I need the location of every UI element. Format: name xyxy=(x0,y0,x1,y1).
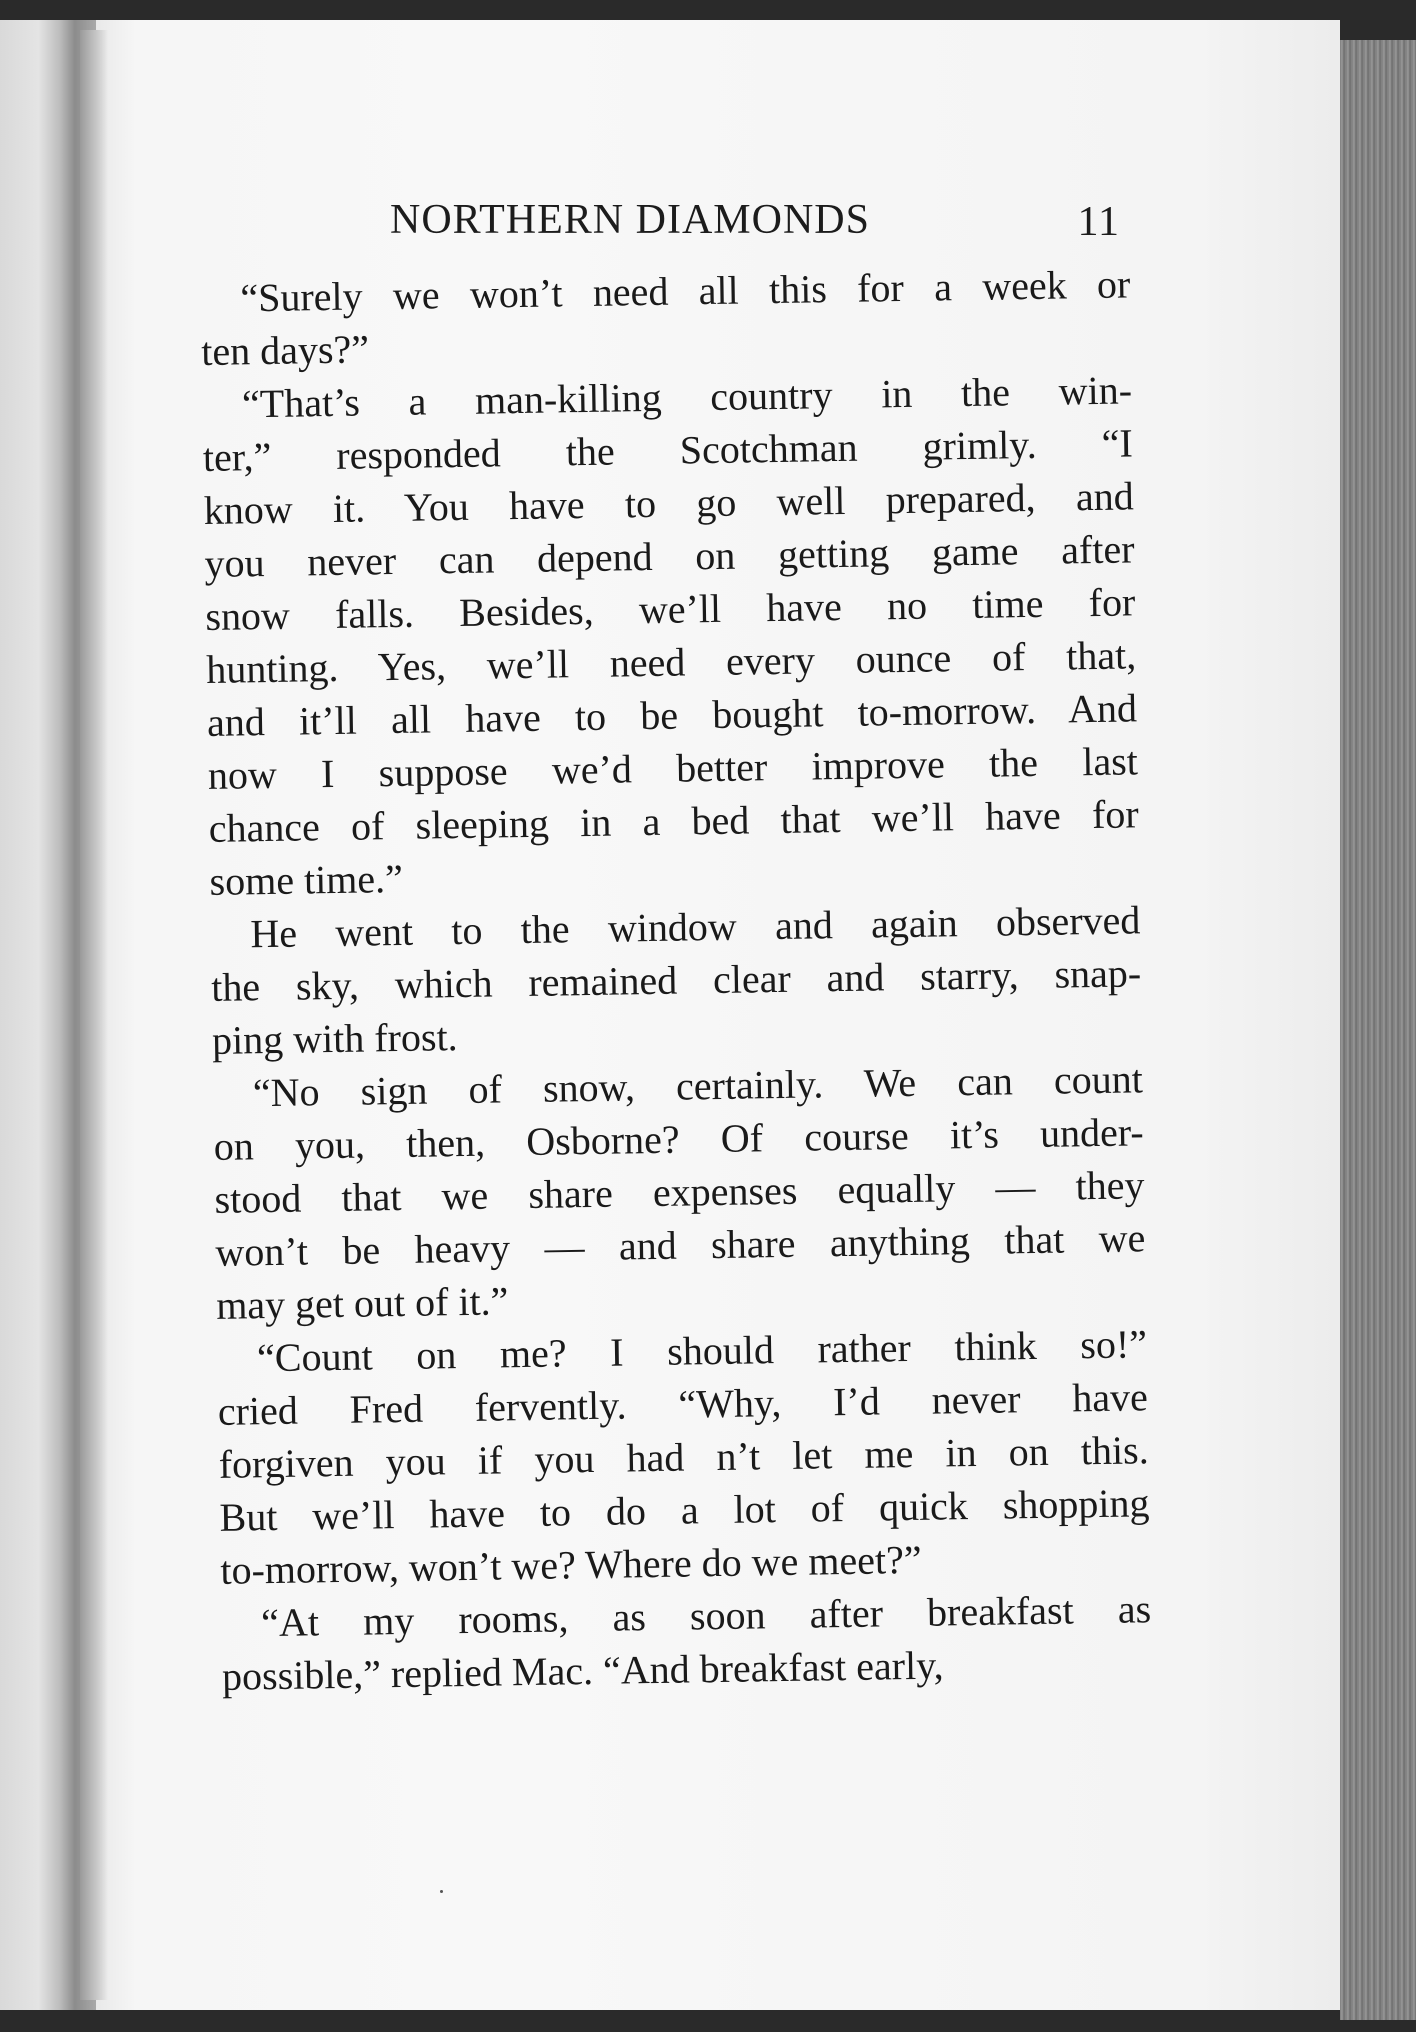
text-line: snow falls. Besides, we’ll have no time for xyxy=(205,579,1136,639)
text-line: possible,” replied Mac. “And breakfast early, xyxy=(221,1642,944,1699)
text-line: “No sign of snow, certainly. We can count xyxy=(252,1056,1144,1116)
paragraph xyxy=(200,257,1132,378)
paragraph xyxy=(212,1052,1146,1332)
text-line: some time.” xyxy=(209,855,404,904)
text-line: “Surely we won’t need all this for a week or xyxy=(240,261,1131,321)
paragraph xyxy=(210,893,1142,1067)
text-line: “That’s a man-killing country in the win- xyxy=(241,367,1133,427)
text-line: know it. You have to go well prepared, and xyxy=(203,473,1134,533)
text-line: “Count on me? I should rather think so!” xyxy=(256,1321,1148,1381)
text-line: to-morrow, won’t we? Where do we meet?” xyxy=(220,1536,922,1593)
text-line: you never can depend on getting game after xyxy=(204,526,1135,586)
text-line: and it’ll all have to be bought to-morrow. And xyxy=(206,685,1138,745)
running-head xyxy=(390,196,1130,256)
gutter-shadow xyxy=(80,30,108,2000)
page-block-edges xyxy=(1340,40,1416,2020)
text-line: on you, then, Osborne? Of course it’s under- xyxy=(213,1109,1144,1169)
text-line: “At my rooms, as soon after breakfast as xyxy=(260,1586,1152,1646)
text-line: But we’ll have to do a lot of quick shopping xyxy=(219,1480,1150,1540)
running-head-title: NORTHERN DIAMONDS xyxy=(390,197,870,243)
text-line: cried Fred fervently. “Why, I’d never have xyxy=(217,1374,1149,1434)
text-line: may get out of it.” xyxy=(215,1278,509,1328)
text-line: the sky, which remained clear and starry, snap- xyxy=(210,950,1142,1010)
text-line: chance of sleeping in a bed that we’ll have for xyxy=(208,791,1139,851)
paragraph xyxy=(217,1317,1151,1597)
text-line: He went to the window and again observed xyxy=(250,897,1141,957)
text-line: stood that we share expenses equally — they xyxy=(214,1162,1145,1222)
text-line: hunting. Yes, we’ll need every ounce of that, xyxy=(205,632,1137,692)
page-number: 11 xyxy=(1077,199,1120,245)
text-line: won’t be heavy — and share anything that we xyxy=(215,1215,1146,1275)
text-line: ping with frost. xyxy=(211,1014,458,1063)
text-line: now I suppose we’d better improve the last xyxy=(207,738,1139,798)
text-line: ten days?” xyxy=(200,326,370,374)
paragraph xyxy=(221,1582,1153,1703)
text-line: forgiven you if you had n’t let me in on this. xyxy=(218,1427,1149,1487)
scan-speck xyxy=(440,1890,443,1893)
text-line: ter,” responded the Scotchman grimly. “I xyxy=(202,420,1134,480)
body-text xyxy=(200,257,1152,1702)
paragraph xyxy=(202,363,1140,908)
